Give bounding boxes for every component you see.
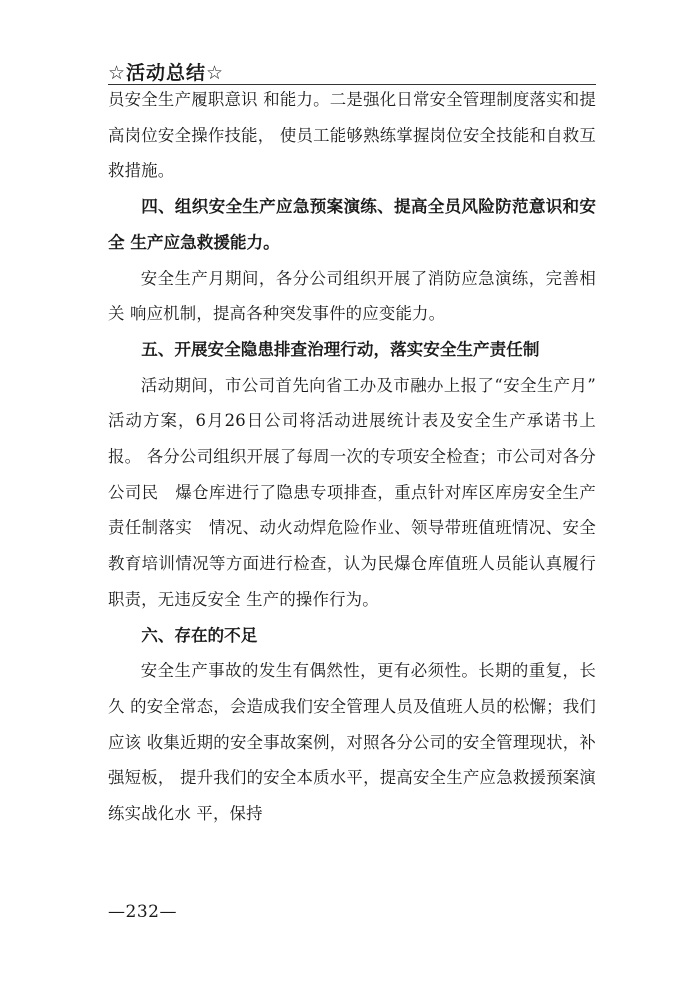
section-heading-5: 五、开展安全隐患排查治理行动，落实安全生产责任制 <box>141 339 540 359</box>
body-paragraph: 活动期间，市公司首先向省工办及市融办上报了“安全生产月” 活动方案，6月26日公司将活动进展统计表及安全生产承诺书上报。 各分公司组织开展了每周一次的专项安全检查；市公司对各分公司民 爆仓库进行了隐患专项排查，重点针对库区库房安全生产责任制落实 情况、动火动焊危险作业、领导带班值班情况、安全教育培训情况等方面进行检查，认为民爆仓库值班人员能认真履行职责，无违反安全 生产的操作行为。 <box>108 375 596 609</box>
body-paragraph: 员安全生产履职意识 和能力。二是强化日常安全管理制度落实和提高岗位安全操作技能， 使员工能够熟练掌握岗位安全技能和自救互救措施。 <box>108 90 596 181</box>
document-body <box>108 82 596 832</box>
section-heading-6: 六、存在的不足 <box>141 625 258 645</box>
page-header-title: ☆活动总结☆ <box>108 62 225 84</box>
body-paragraph: 安全生产事故的发生有偶然性，更有必须性。长期的重复，长久 的安全常态，会造成我们安全管理人员及值班人员的松懈；我们应该 收集近期的安全事故案例，对照各分公司的安全管理现状，补强短板， 提升我们的安全本质水平，提高安全生产应急救援预案演练实战化水 平，保持 <box>108 661 596 824</box>
page-number: —232— <box>108 902 177 922</box>
section-heading-4: 四、组织安全生产应急预案演练、提高全员风险防范意识和安全 生产应急救援能力。 <box>108 197 596 252</box>
body-paragraph: 安全生产月期间，各分公司组织开展了消防应急演练，完善相关 响应机制，提高各种突发事件的应变能力。 <box>108 268 596 324</box>
